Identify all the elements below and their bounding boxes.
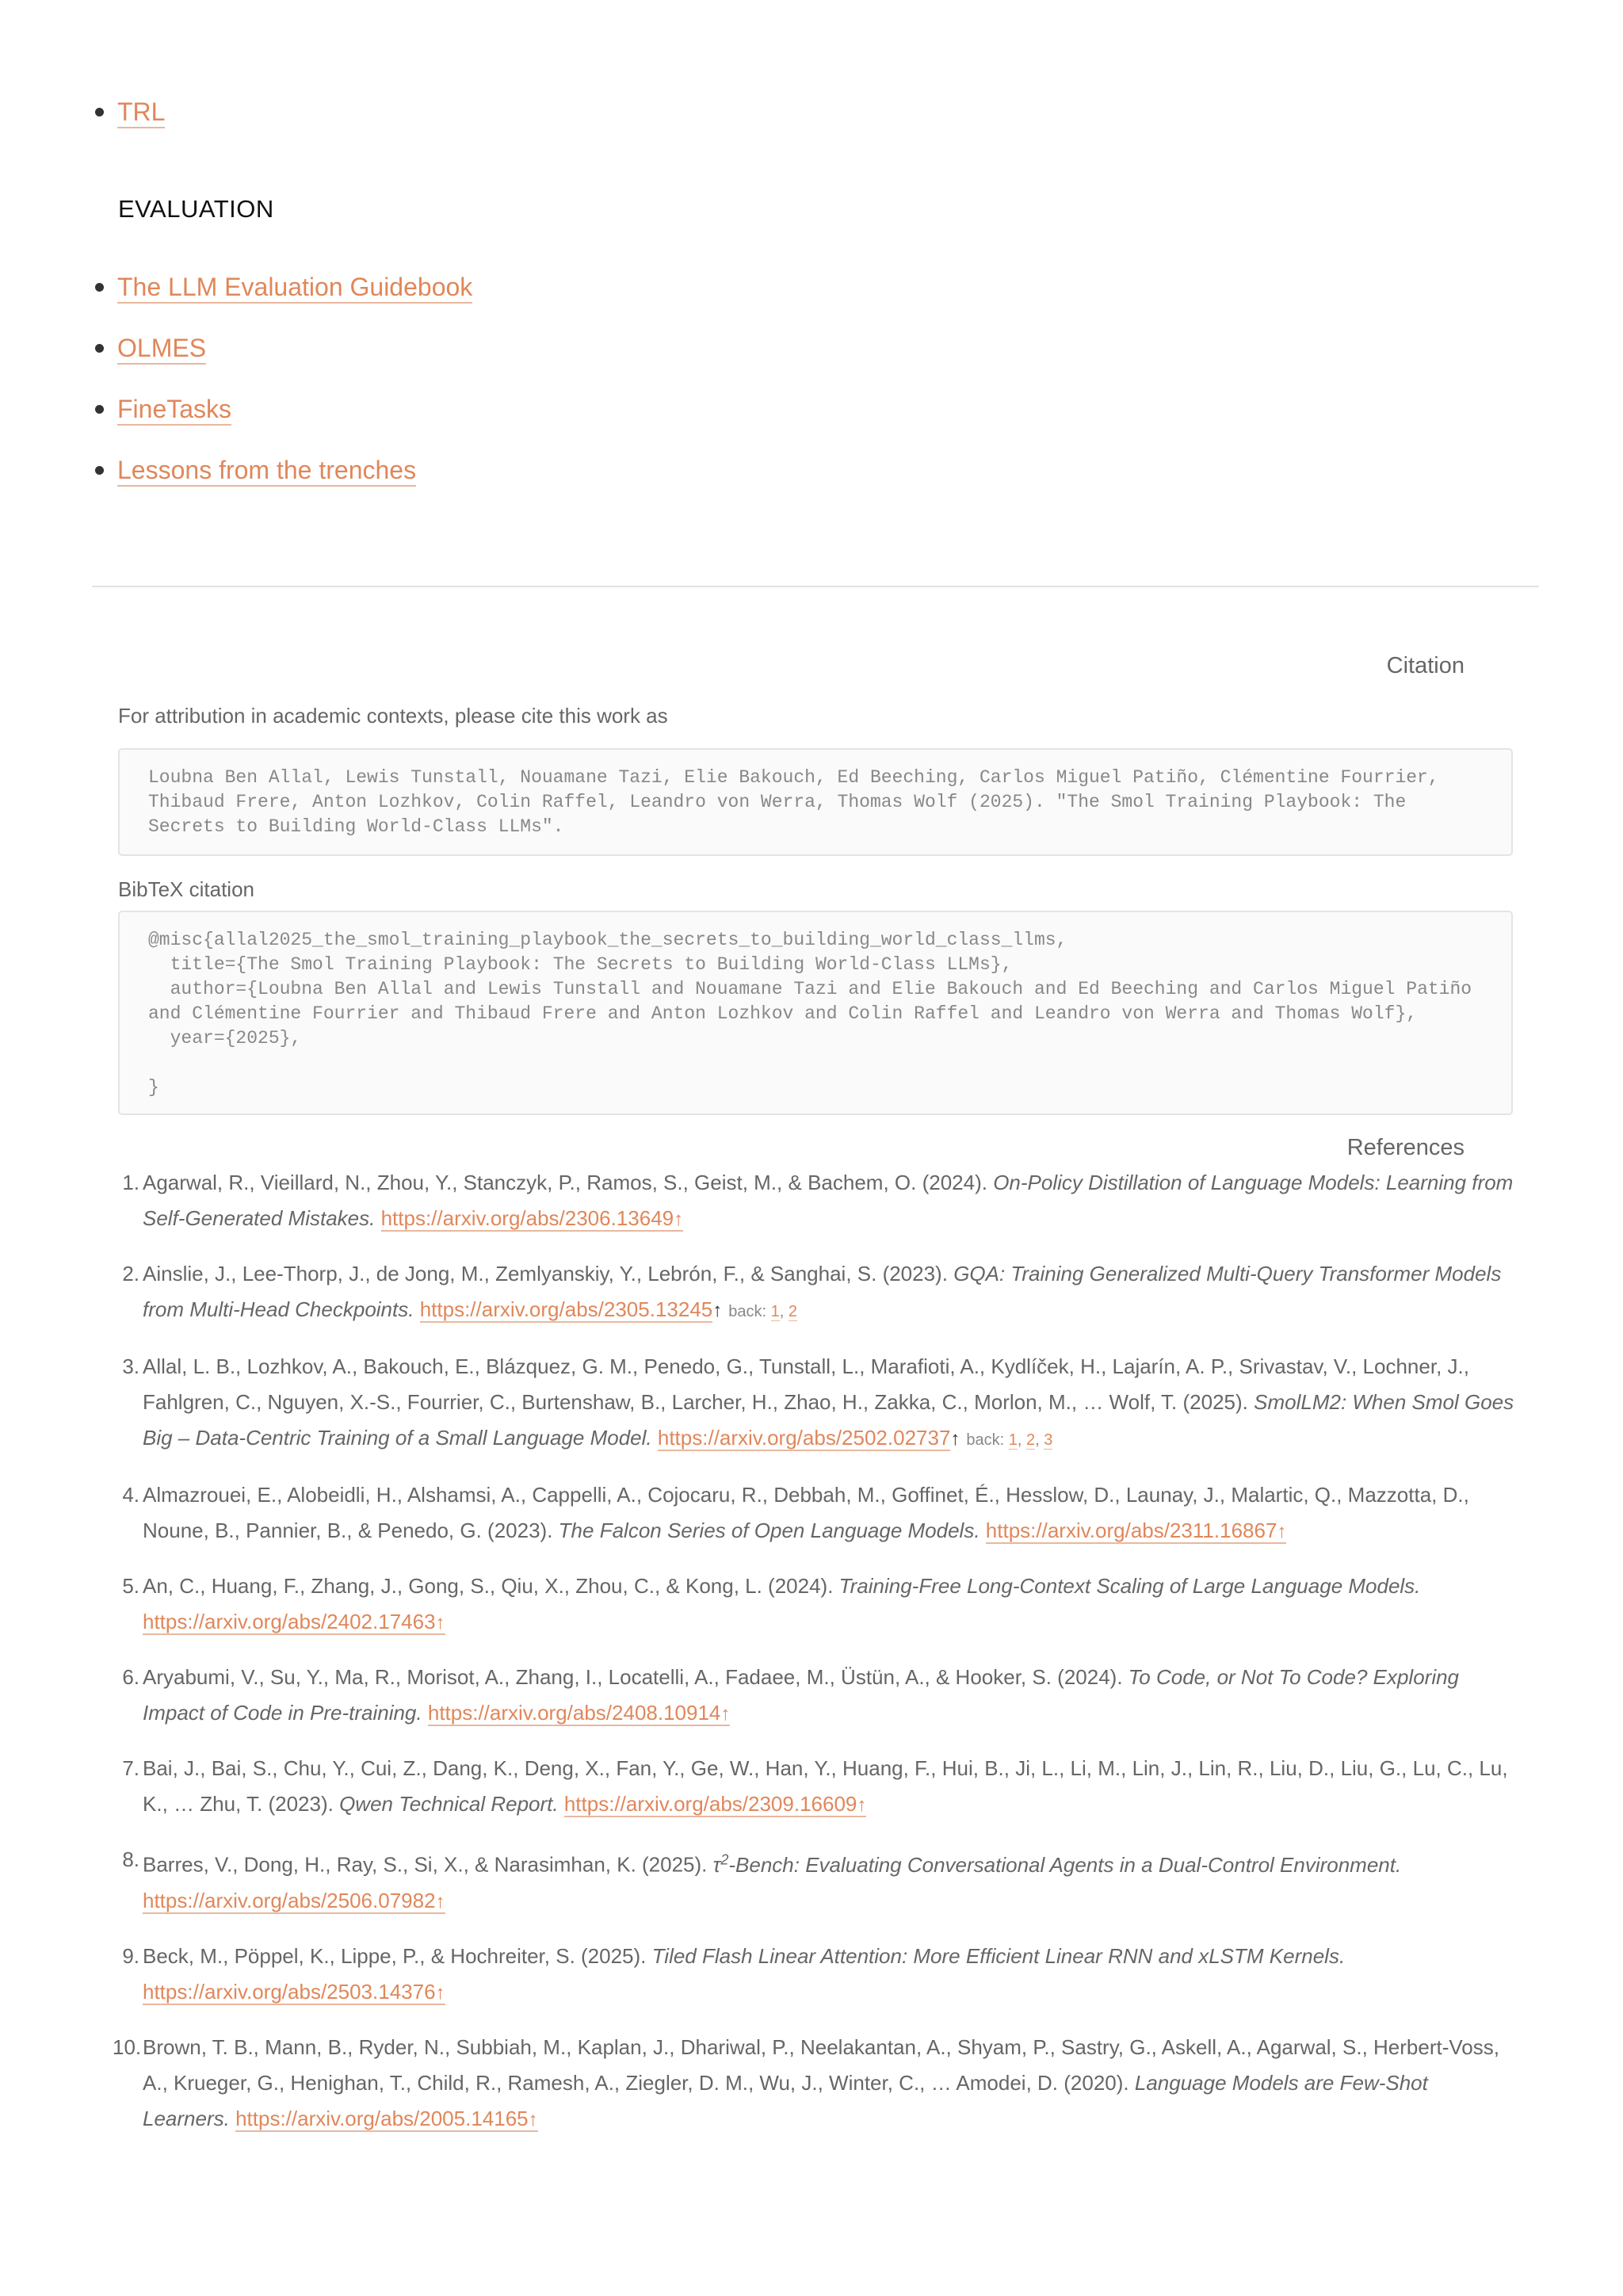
back-arrow-icon[interactable]: ↑ bbox=[712, 1300, 723, 1321]
reference-title bbox=[839, 1574, 1421, 1598]
evaluation-heading: EVALUATION bbox=[118, 195, 274, 223]
tools-list bbox=[117, 94, 165, 129]
reference-title-text: The Falcon Series of Open Language Models. bbox=[558, 1519, 980, 1542]
citation-heading: Citation bbox=[1386, 653, 1465, 678]
bullet-icon bbox=[95, 405, 104, 414]
backlink[interactable]: 1 bbox=[770, 1303, 780, 1320]
bibtex-code-box[interactable]: @misc{allal2025_the_smol_training_playbook_the_secrets_to_building_world_class_llms, title={The Smol Training Playbook: The Secrets to Building World-Class LLMs}, author={Loubna Ben Allal and Lewis Tunstall and Nouamane Tazi and Elie Bakouch and Ed Beeching and Carlos Miguel Patiño and Clémentine Fourrier and Thibaud Frere and Anton Lozhkov and Colin Raffel and Leandro von Werra and Thomas Wolf}, year={2025}, } bbox=[118, 911, 1513, 1115]
reference-link[interactable]: https://arxiv.org/abs/2005.14165 bbox=[235, 2106, 529, 2130]
reference-number: 5. bbox=[122, 1574, 139, 1598]
reference-number: 9. bbox=[122, 1943, 139, 1968]
list-item bbox=[117, 269, 472, 330]
back-arrow-icon[interactable]: ↑ bbox=[435, 1981, 445, 2004]
reference-number: 10. bbox=[113, 2034, 142, 2059]
reference-title-text: SmolLM2: When Smol Goes Big – Data-Centric Training of a Small Language Model. bbox=[143, 1390, 1514, 1450]
reference-link[interactable]: https://arxiv.org/abs/2309.16609 bbox=[563, 1792, 857, 1816]
reference-title-text: -Bench: Evaluating Conversational Agents in a Dual-Control Environment. bbox=[728, 1852, 1402, 1877]
reference-link[interactable]: https://arxiv.org/abs/2502.02737 bbox=[657, 1426, 951, 1450]
reference-title-text: To Code, or Not To Code? Exploring Impact of Code in Pre-training. bbox=[143, 1665, 1460, 1725]
backlink[interactable]: 2 bbox=[788, 1303, 797, 1320]
back-arrow-icon[interactable]: ↑ bbox=[720, 1703, 731, 1725]
reference-item bbox=[122, 1349, 1520, 1458]
reference-authors: Barres, V., Dong, H., Ray, S., Si, X., & Narasimhan, K. (2025). bbox=[143, 1852, 708, 1877]
link-llm-evaluation-guidebook[interactable]: The LLM Evaluation Guidebook bbox=[117, 273, 472, 304]
list-item bbox=[117, 94, 165, 129]
reference-link[interactable]: https://arxiv.org/abs/2506.07982 bbox=[143, 1888, 436, 1912]
bullet-icon bbox=[95, 466, 104, 475]
reference-link[interactable]: https://arxiv.org/abs/2306.13649 bbox=[380, 1206, 674, 1230]
reference-title-text: On-Policy Distillation of Language Models: Learning from Self-Generated Mistakes. bbox=[143, 1171, 1514, 1230]
reference-item bbox=[122, 1477, 1520, 1549]
reference-item bbox=[122, 1939, 1520, 2011]
reference-number: 1. bbox=[122, 1171, 139, 1194]
link-finetasks[interactable]: FineTasks bbox=[117, 395, 231, 426]
reference-number: 2. bbox=[122, 1262, 139, 1286]
back-arrow-icon[interactable]: ↑ bbox=[674, 1209, 684, 1230]
reference-title bbox=[559, 1519, 980, 1542]
citation-intro: For attribution in academic contexts, please cite this work as bbox=[118, 704, 668, 728]
reference-link[interactable]: https://arxiv.org/abs/2305.13245 bbox=[419, 1297, 713, 1321]
reference-item bbox=[122, 1751, 1520, 1823]
reference-link[interactable]: https://arxiv.org/abs/2311.16867 bbox=[985, 1519, 1277, 1542]
back-arrow-icon[interactable]: ↑ bbox=[857, 1794, 867, 1816]
reference-title-text: Training-Free Long-Context Scaling of Large Language Models. bbox=[838, 1574, 1421, 1598]
reference-number: 3. bbox=[122, 1354, 139, 1378]
reference-number: 7. bbox=[122, 1756, 139, 1780]
link-lessons-from-the-trenches[interactable]: Lessons from the trenches bbox=[117, 456, 416, 487]
backlinks: back: 1, 2 bbox=[728, 1303, 797, 1320]
reference-title bbox=[713, 1853, 1402, 1877]
reference-authors: Almazrouei, E., Alobeidli, H., Alshamsi, A., Cappelli, A., Cojocaru, R., Debbah, M., Goffinet, É., Hesslow, D., Launay, J., Malartic, Q., Mazzotta, D., Noune, B., Pannier, B., & Penedo, G. (2023). bbox=[143, 1483, 1469, 1542]
list-item bbox=[117, 453, 472, 514]
reference-title-superscript: 2 bbox=[720, 1851, 729, 1867]
reference-authors: Agarwal, R., Vieillard, N., Zhou, Y., Stanczyk, P., Ramos, S., Geist, M., & Bachem, O. (2024). bbox=[143, 1171, 987, 1194]
list-item bbox=[117, 392, 472, 453]
divider bbox=[92, 586, 1539, 587]
bullet-icon bbox=[95, 344, 104, 353]
reference-number: 4. bbox=[122, 1483, 139, 1507]
reference-title-text: GQA: Training Generalized Multi-Query Transformer Models from Multi-Head Checkpoints. bbox=[143, 1262, 1502, 1321]
reference-authors: Bai, J., Bai, S., Chu, Y., Cui, Z., Dang, K., Deng, X., Fan, Y., Ge, W., Han, Y., Huang, F., Hui, B., Ji, L., Li, M., Lin, J., Lin, R., Liu, D., Liu, G., Lu, C., Lu, K., … Zhu, T. (2023). bbox=[143, 1756, 1508, 1816]
backlinks-label: back: bbox=[966, 1431, 1009, 1449]
reference-title bbox=[652, 1944, 1346, 1968]
bullet-icon bbox=[95, 283, 104, 292]
reference-authors: Allal, L. B., Lozhkov, A., Bakouch, E., Blázquez, G. M., Penedo, G., Tunstall, L., Marafioti, A., Kydlíček, H., Lajarín, A. P., Srivastav, V., Lochner, J., Fahlgren, C., Nguyen, X.-S., Fourrier, C., Burtenshaw, B., Larcher, H., Zhao, H., Zakka, C., Morlon, M., … Wolf, T. (2025). bbox=[143, 1354, 1469, 1414]
reference-link[interactable]: https://arxiv.org/abs/2408.10914 bbox=[427, 1701, 721, 1725]
list-item bbox=[117, 330, 472, 392]
reference-link[interactable]: https://arxiv.org/abs/2402.17463 bbox=[143, 1610, 436, 1633]
reference-title bbox=[339, 1792, 559, 1816]
reference-item bbox=[122, 1568, 1520, 1641]
reference-title-text: Qwen Technical Report. bbox=[339, 1792, 559, 1816]
reference-title-text: Language Models are Few-Shot Learners. bbox=[143, 2070, 1428, 2130]
back-arrow-icon[interactable]: ↑ bbox=[435, 1890, 445, 1912]
reference-item bbox=[122, 1660, 1520, 1732]
reference-title-text: Tiled Flash Linear Attention: More Efficient Linear RNN and xLSTM Kernels. bbox=[651, 1943, 1346, 1968]
references-list bbox=[113, 1165, 1520, 2157]
reference-authors: Brown, T. B., Mann, B., Ryder, N., Subbiah, M., Kaplan, J., Dhariwal, P., Neelakantan, A., Shyam, P., Sastry, G., Askell, A., Agarwal, S., Herbert-Voss, A., Krueger, G., Henighan, T., Child, R., Ramesh, A., Ziegler, D. M., Wu, J., Winter, C., … Amodei, D. (2020). bbox=[143, 2034, 1499, 2095]
reference-item bbox=[113, 2030, 1520, 2137]
backlink[interactable]: 2 bbox=[1026, 1431, 1036, 1449]
reference-number: 6. bbox=[122, 1665, 139, 1689]
back-arrow-icon[interactable]: ↑ bbox=[528, 2108, 538, 2130]
reference-authors: Aryabumi, V., Su, Y., Ma, R., Morisot, A., Zhang, I., Locatelli, A., Fadaee, M., Üstün, A., & Hooker, S. (2024). bbox=[143, 1665, 1123, 1689]
reference-item bbox=[122, 1256, 1520, 1330]
reference-item bbox=[122, 1165, 1520, 1237]
reference-title-prefix: τ bbox=[712, 1852, 721, 1877]
reference-authors: Ainslie, J., Lee-Thorp, J., de Jong, M., Zemlyanskiy, Y., Lebrón, F., & Sanghai, S. (2023). bbox=[143, 1262, 948, 1286]
reference-authors: Beck, M., Pöppel, K., Lippe, P., & Hochreiter, S. (2025). bbox=[143, 1943, 647, 1968]
references-heading: References bbox=[1346, 1135, 1465, 1160]
back-arrow-icon[interactable]: ↑ bbox=[1277, 1521, 1287, 1542]
back-arrow-icon[interactable]: ↑ bbox=[435, 1612, 445, 1633]
bullet-icon bbox=[95, 108, 104, 117]
backlinks: back: 1, 2, 3 bbox=[966, 1431, 1053, 1449]
reference-link[interactable]: https://arxiv.org/abs/2503.14376 bbox=[143, 1979, 436, 2004]
bibtex-label: BibTeX citation bbox=[118, 877, 254, 901]
evaluation-list bbox=[117, 269, 472, 514]
reference-number: 8. bbox=[122, 1847, 139, 1871]
backlink[interactable]: 1 bbox=[1008, 1431, 1018, 1449]
backlink[interactable]: 3 bbox=[1044, 1431, 1053, 1449]
link-trl[interactable]: TRL bbox=[117, 97, 165, 128]
citation-text-box[interactable]: Loubna Ben Allal, Lewis Tunstall, Nouamane Tazi, Elie Bakouch, Ed Beeching, Carlos Miguel Patiño, Clémentine Fourrier, Thibaud Frere, Anton Lozhkov, Colin Raffel, Leandro von Werra, Thomas Wolf (2025). "The Smol Training Playbook: The Secrets to Building World-Class LLMs". bbox=[118, 748, 1513, 856]
back-arrow-icon[interactable]: ↑ bbox=[950, 1428, 960, 1450]
reference-authors: An, C., Huang, F., Zhang, J., Gong, S., Qiu, X., Zhou, C., & Kong, L. (2024). bbox=[143, 1574, 834, 1598]
backlinks-label: back: bbox=[728, 1303, 771, 1320]
link-olmes[interactable]: OLMES bbox=[117, 334, 206, 365]
reference-item bbox=[122, 1842, 1520, 1920]
